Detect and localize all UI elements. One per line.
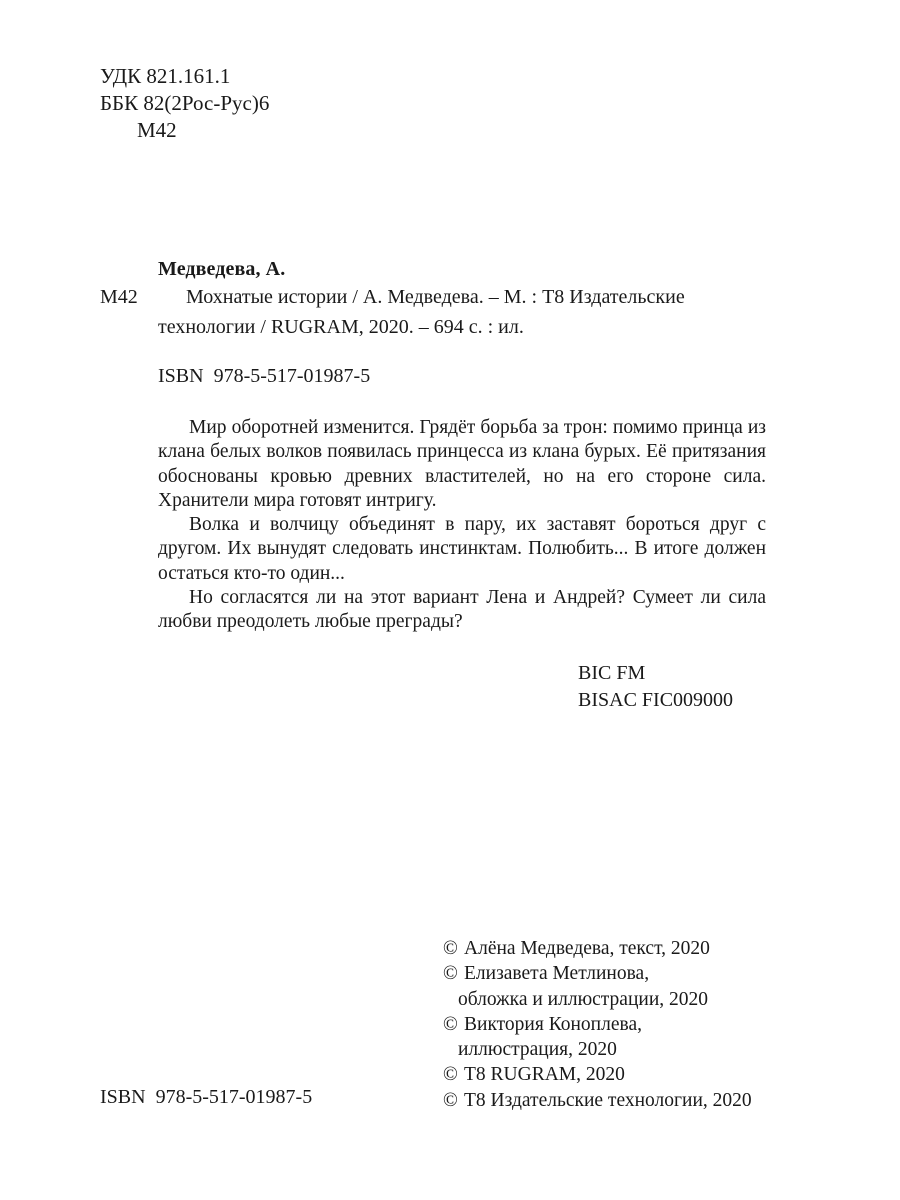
copyright-line xyxy=(443,1088,752,1113)
bbk-code: ББК 82(2Рос-Рус)6 xyxy=(100,91,270,115)
bisac-code: BISAC FIC009000 xyxy=(578,689,734,711)
bibliographic-index: М42 xyxy=(100,286,138,308)
copyright-line-text: Т8 RUGRAM, 2020 xyxy=(464,1064,625,1086)
copyright-symbol-icon: © xyxy=(443,938,458,959)
isbn-upper-value: 978-5-517-01987-5 xyxy=(213,365,371,387)
bibliographic-description: Мохнатые истории / А. Медведева. – М. : Т8 Издательские технологии / RUGRAM, 2020. – 694 с. : ил. xyxy=(158,286,685,338)
classification-block xyxy=(100,63,269,144)
copyright-line xyxy=(443,1012,752,1037)
author-heading: Медведева, А. xyxy=(158,258,286,280)
copyright-line-text: Алёна Медведева, текст, 2020 xyxy=(464,938,710,959)
copyright-line-text: обложка и иллюстрации, 2020 xyxy=(458,988,709,1010)
copyright-symbol-icon: © xyxy=(443,1064,458,1086)
bibliographic-record xyxy=(100,256,768,342)
isbn-upper-label: ISBN xyxy=(158,365,204,387)
isbn-lower-label: ISBN xyxy=(100,1086,146,1108)
bibliographic-body xyxy=(100,282,768,342)
annotation-paragraph: Но согласятся ли на этот вариант Лена и Андрей? Сумеет ли сила любви преодолеть любые преграды? xyxy=(158,587,766,633)
isbn-lower xyxy=(100,1083,312,1111)
copyright-symbol-icon: © xyxy=(443,963,458,985)
bic-code: BIC FM xyxy=(578,662,646,684)
copyright-line-text: Т8 Издательские технологии, 2020 xyxy=(464,1089,752,1111)
isbn-upper xyxy=(158,362,370,390)
subject-codes-block xyxy=(578,660,733,714)
copyright-line xyxy=(443,1062,752,1087)
annotation-paragraph: Волка и волчицу объединят в пару, их заставят бороться друг с другом. Их вынудят следовать инстинктам. Полюбить... В итоге должен остаться кто-то один... xyxy=(158,514,766,584)
udc-code: УДК 821.161.1 xyxy=(100,64,231,88)
copyright-block xyxy=(443,936,752,1113)
copyright-line-text: Виктория Коноплева, xyxy=(464,1013,642,1035)
copyright-line-continuation xyxy=(443,1037,752,1062)
copyright-line-text: иллюстрация, 2020 xyxy=(458,1039,617,1061)
copyright-symbol-icon: © xyxy=(443,1013,458,1035)
annotation-block xyxy=(158,416,766,635)
annotation-paragraph: Мир оборотней изменится. Грядёт борьба за трон: помимо принца из клана белых волков появилась принцесса из клана бурых. Её притязания обоснованы кровью древних властителей, но на его стороне сила. Хранители мира готовят интригу. xyxy=(158,417,766,511)
copyright-line-continuation xyxy=(443,987,752,1012)
copyright-symbol-icon: © xyxy=(443,1089,458,1111)
copyright-line-text: Елизавета Метлинова, xyxy=(464,963,650,985)
copyright-line xyxy=(443,936,752,961)
cutter-number: М42 xyxy=(137,118,177,142)
isbn-lower-value: 978-5-517-01987-5 xyxy=(155,1086,313,1108)
copyright-line xyxy=(443,961,752,986)
